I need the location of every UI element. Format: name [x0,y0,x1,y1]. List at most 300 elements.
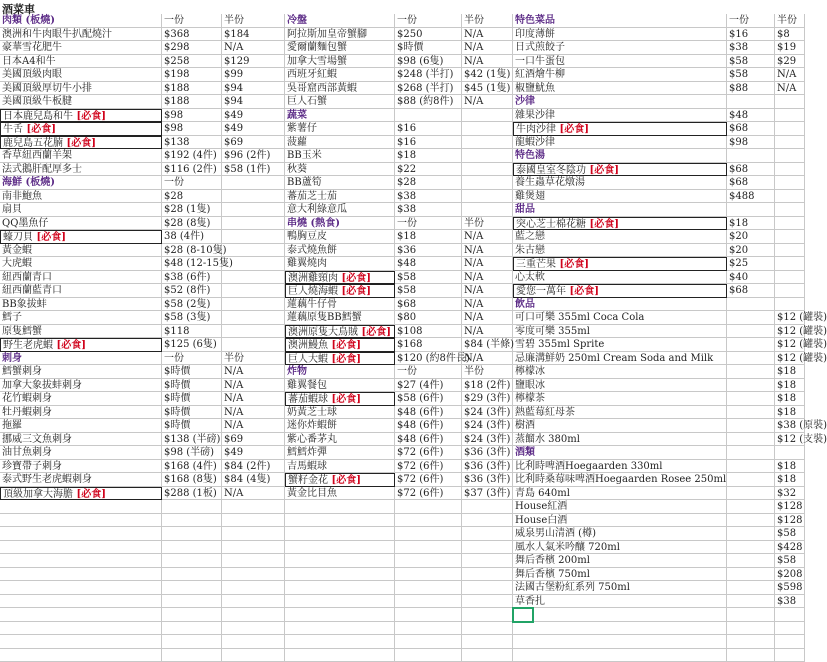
menu-item-name[interactable] [285,406,395,420]
section-header[interactable]: 冷盤 [285,14,395,28]
price-half[interactable] [222,190,285,204]
empty-cell[interactable] [462,500,513,514]
menu-item-name[interactable] [0,379,162,393]
price-full[interactable]: $88 (約8件) [395,95,462,109]
column-header-full[interactable] [727,203,775,217]
price-full[interactable]: 38 (4件) [162,230,222,244]
empty-cell[interactable] [222,581,285,595]
section-header[interactable]: 串燒 (熱食) [285,217,395,231]
empty-cell[interactable] [0,608,162,622]
empty-cell[interactable] [727,608,775,622]
empty-cell[interactable] [285,581,395,595]
section-header[interactable]: 酒類 [513,446,727,460]
price-full[interactable] [727,406,775,420]
price-half[interactable]: N/A [222,406,285,420]
section-header[interactable]: 海鮮 (板燒) [0,176,162,190]
price-half[interactable] [222,257,285,271]
price-full[interactable]: $72 (6件) [395,446,462,460]
price-full[interactable]: $時價 [395,41,462,55]
price-half[interactable]: $18 [775,460,805,474]
empty-cell[interactable] [285,514,395,528]
empty-cell[interactable] [222,635,285,649]
price-full[interactable] [727,392,775,406]
price-half[interactable]: N/A [775,68,805,82]
price-full[interactable] [727,365,775,379]
column-header-half[interactable]: 半份 [222,14,285,28]
menu-item-name[interactable] [0,95,162,109]
price-full[interactable]: $20 [727,244,775,258]
price-full[interactable] [727,581,775,595]
menu-item-name[interactable] [0,230,162,244]
price-half[interactable] [775,190,805,204]
price-full[interactable] [727,379,775,393]
price-full[interactable]: $188 [162,95,222,109]
empty-cell[interactable] [162,595,222,609]
menu-item-name[interactable] [285,28,395,42]
price-full[interactable]: $48 (6件) [395,433,462,447]
menu-item-name[interactable] [0,473,162,487]
empty-cell[interactable] [285,568,395,582]
price-half[interactable] [222,203,285,217]
empty-cell[interactable] [222,514,285,528]
menu-item-name[interactable] [285,163,395,177]
price-half[interactable]: $37 (3件) [462,487,513,501]
menu-item-name[interactable] [513,325,727,339]
price-full[interactable]: $20 [727,230,775,244]
price-half[interactable]: $58 [775,527,805,541]
menu-item-name[interactable] [0,244,162,258]
price-full[interactable]: $268 (半打) [395,82,462,96]
empty-cell[interactable] [395,500,462,514]
price-full[interactable] [727,527,775,541]
price-half[interactable]: $96 (2件) [222,149,285,163]
price-half[interactable] [462,163,513,177]
menu-item-name[interactable] [513,365,727,379]
empty-cell[interactable] [162,568,222,582]
empty-cell[interactable] [285,622,395,636]
menu-item-name[interactable] [513,190,727,204]
price-full[interactable]: $48 [395,257,462,271]
price-full[interactable]: $258 [162,55,222,69]
price-full[interactable]: $時價 [162,379,222,393]
price-half[interactable] [462,149,513,163]
price-full[interactable]: $98 [162,122,222,136]
price-half[interactable]: N/A [222,419,285,433]
price-half[interactable]: $69 [222,433,285,447]
price-full[interactable] [727,433,775,447]
price-half[interactable]: $36 (3件) [462,473,513,487]
empty-cell[interactable] [727,635,775,649]
menu-item-name[interactable] [513,541,727,555]
empty-cell[interactable] [727,622,775,636]
price-full[interactable]: $80 [395,311,462,325]
price-half[interactable] [775,122,805,136]
menu-item-name[interactable] [513,433,727,447]
price-half[interactable] [462,122,513,136]
price-half[interactable] [775,217,805,231]
menu-item-name[interactable] [513,554,727,568]
menu-item-name[interactable] [285,352,395,366]
price-half[interactable]: N/A [462,311,513,325]
price-half[interactable] [775,230,805,244]
price-full[interactable]: $68 [727,122,775,136]
price-full[interactable]: $28 (8隻) [162,217,222,231]
menu-item-name[interactable] [285,338,395,352]
menu-item-name[interactable] [0,41,162,55]
empty-cell[interactable] [285,554,395,568]
menu-item-name[interactable] [513,487,727,501]
price-full[interactable]: $68 [727,284,775,298]
price-full[interactable]: $52 (8件) [162,284,222,298]
price-half[interactable]: N/A [222,379,285,393]
price-full[interactable]: $68 [727,176,775,190]
empty-cell[interactable] [395,581,462,595]
price-full[interactable]: $248 (半打) [395,68,462,82]
price-half[interactable] [222,325,285,339]
empty-cell[interactable] [462,595,513,609]
price-half[interactable] [775,163,805,177]
active-cell-selection[interactable] [512,607,534,623]
menu-item-name[interactable] [285,230,395,244]
price-full[interactable] [727,338,775,352]
price-full[interactable]: $27 (4件) [395,379,462,393]
price-full[interactable]: $16 [395,122,462,136]
menu-item-name[interactable] [0,163,162,177]
price-full[interactable]: $18 [395,149,462,163]
price-full[interactable]: $28 [162,190,222,204]
price-full[interactable]: $38 [727,41,775,55]
price-half[interactable]: N/A [462,55,513,69]
menu-item-name[interactable] [513,257,727,271]
menu-item-name[interactable] [285,41,395,55]
empty-cell[interactable] [0,541,162,555]
price-half[interactable]: $598 [775,581,805,595]
empty-cell[interactable] [222,527,285,541]
empty-cell[interactable] [222,608,285,622]
price-full[interactable]: $16 [727,28,775,42]
menu-item-name[interactable] [513,284,727,298]
menu-item-name[interactable] [513,379,727,393]
menu-item-name[interactable] [0,149,162,163]
empty-cell[interactable] [775,649,805,662]
price-half[interactable]: $49 [222,446,285,460]
empty-cell[interactable] [285,649,395,662]
price-half[interactable] [222,298,285,312]
price-half[interactable]: $58 [775,554,805,568]
price-full[interactable]: $68 [727,163,775,177]
empty-cell[interactable] [162,622,222,636]
empty-cell[interactable] [162,500,222,514]
menu-item-name[interactable] [513,230,727,244]
price-full[interactable]: $時價 [162,365,222,379]
price-half[interactable] [462,136,513,150]
price-full[interactable] [727,419,775,433]
price-half[interactable]: $128 [775,514,805,528]
menu-item-name[interactable] [285,419,395,433]
empty-cell[interactable] [462,649,513,662]
price-full[interactable]: $138 [162,136,222,150]
column-header-half[interactable] [775,446,805,460]
price-full[interactable]: $22 [395,163,462,177]
menu-item-name[interactable] [0,109,162,123]
price-half[interactable]: $24 (3件) [462,419,513,433]
price-full[interactable]: $298 [162,41,222,55]
menu-item-name[interactable] [285,487,395,501]
price-half[interactable] [775,284,805,298]
price-full[interactable]: $250 [395,28,462,42]
menu-item-name[interactable] [285,136,395,150]
price-half[interactable]: $428 [775,541,805,555]
price-full[interactable]: $198 [162,68,222,82]
price-half[interactable] [775,176,805,190]
price-half[interactable] [775,244,805,258]
empty-cell[interactable] [0,568,162,582]
price-half[interactable] [222,311,285,325]
menu-item-name[interactable] [285,149,395,163]
menu-item-name[interactable] [513,419,727,433]
price-half[interactable]: $19 [775,41,805,55]
empty-cell[interactable] [727,649,775,662]
empty-cell[interactable] [775,622,805,636]
menu-item-name[interactable] [513,41,727,55]
menu-item-name[interactable] [0,82,162,96]
empty-cell[interactable] [0,500,162,514]
menu-item-name[interactable] [285,68,395,82]
menu-item-name[interactable] [0,298,162,312]
price-full[interactable]: $25 [727,257,775,271]
column-header-half[interactable] [462,109,513,123]
menu-item-name[interactable] [285,122,395,136]
column-header-half[interactable] [775,203,805,217]
price-half[interactable] [462,190,513,204]
column-header-full[interactable]: 一份 [162,176,222,190]
menu-item-name[interactable] [0,392,162,406]
price-full[interactable]: $28 (8-10隻) [162,244,222,258]
price-full[interactable]: $98 [727,136,775,150]
column-header-half[interactable]: 半份 [775,14,805,28]
empty-cell[interactable] [395,622,462,636]
empty-cell[interactable] [395,554,462,568]
price-half[interactable]: N/A [462,352,513,366]
menu-item-name[interactable] [0,203,162,217]
empty-cell[interactable] [0,554,162,568]
price-half[interactable]: N/A [222,487,285,501]
menu-item-name[interactable] [0,487,162,501]
price-half[interactable]: N/A [462,271,513,285]
empty-cell[interactable] [162,649,222,662]
menu-item-name[interactable] [513,406,727,420]
menu-item-name[interactable] [513,136,727,150]
empty-cell[interactable] [222,595,285,609]
price-full[interactable]: $72 (6件) [395,460,462,474]
menu-item-name[interactable] [285,257,395,271]
price-half[interactable]: N/A [462,257,513,271]
menu-item-name[interactable] [513,311,727,325]
price-half[interactable]: N/A [462,41,513,55]
column-header-half[interactable] [222,176,285,190]
empty-cell[interactable] [775,635,805,649]
price-full[interactable]: $48 (6件) [395,419,462,433]
empty-cell[interactable] [462,554,513,568]
price-full[interactable]: $48 (6件) [395,406,462,420]
menu-item-name[interactable] [513,163,727,177]
menu-item-name[interactable] [285,460,395,474]
section-header[interactable]: 蔬菜 [285,109,395,123]
menu-item-name[interactable] [285,271,395,285]
empty-cell[interactable] [0,649,162,662]
price-full[interactable]: $58 (3隻) [162,311,222,325]
column-header-full[interactable]: 一份 [727,14,775,28]
empty-cell[interactable] [0,581,162,595]
price-half[interactable] [222,271,285,285]
price-full[interactable]: $88 [727,82,775,96]
empty-cell[interactable] [162,527,222,541]
menu-item-name[interactable] [0,217,162,231]
price-half[interactable]: N/A [462,244,513,258]
section-header[interactable]: 刺身 [0,352,162,366]
price-full[interactable]: $58 [727,55,775,69]
price-half[interactable]: $129 [222,55,285,69]
price-half[interactable]: $94 [222,95,285,109]
menu-item-name[interactable] [0,325,162,339]
price-half[interactable]: N/A [462,28,513,42]
price-full[interactable]: $138 (半磅) [162,433,222,447]
price-half[interactable]: $42 (1隻) [462,68,513,82]
empty-cell[interactable] [285,635,395,649]
menu-item-name[interactable] [285,244,395,258]
price-full[interactable] [727,325,775,339]
section-header[interactable]: 肉類 (板燒) [0,14,162,28]
price-full[interactable]: $38 (6件) [162,271,222,285]
menu-item-name[interactable] [285,325,395,339]
price-half[interactable]: $18 [775,392,805,406]
price-full[interactable]: $188 [162,82,222,96]
menu-item-name[interactable] [285,311,395,325]
price-half[interactable]: $12 (罐裝) [775,311,805,325]
menu-item-name[interactable] [285,95,395,109]
price-half[interactable]: $8 [775,28,805,42]
price-half[interactable]: $36 (3件) [462,460,513,474]
column-header-half[interactable] [775,298,805,312]
menu-item-name[interactable] [513,244,727,258]
price-full[interactable]: $168 [395,338,462,352]
price-full[interactable]: $時價 [162,392,222,406]
price-half[interactable]: $94 [222,82,285,96]
price-half[interactable]: $18 [775,406,805,420]
menu-item-name[interactable] [513,500,727,514]
price-half[interactable]: N/A [222,365,285,379]
menu-item-name[interactable] [513,55,727,69]
price-full[interactable]: $28 [395,176,462,190]
empty-cell[interactable] [162,608,222,622]
price-full[interactable]: $18 [727,217,775,231]
price-full[interactable]: $108 [395,325,462,339]
empty-cell[interactable] [285,527,395,541]
menu-item-name[interactable] [513,122,727,136]
price-full[interactable]: $58 [395,284,462,298]
menu-item-name[interactable] [0,68,162,82]
price-half[interactable] [222,284,285,298]
menu-item-name[interactable] [285,433,395,447]
price-full[interactable]: $168 (4件) [162,460,222,474]
menu-item-name[interactable] [0,460,162,474]
price-full[interactable]: $36 [395,244,462,258]
empty-cell[interactable] [462,635,513,649]
empty-cell[interactable] [222,568,285,582]
price-full[interactable] [727,595,775,609]
menu-item-name[interactable] [0,190,162,204]
empty-cell[interactable] [395,568,462,582]
empty-cell[interactable] [222,541,285,555]
price-full[interactable]: $98 (半磅) [162,446,222,460]
menu-item-name[interactable] [513,68,727,82]
empty-cell[interactable] [222,554,285,568]
menu-item-name[interactable] [285,473,395,487]
section-header[interactable]: 沙律 [513,95,727,109]
column-header-full[interactable]: 一份 [395,365,462,379]
price-half[interactable]: $29 (3件) [462,392,513,406]
price-half[interactable]: $84 (4隻) [222,473,285,487]
price-full[interactable] [727,311,775,325]
price-full[interactable]: $38 [395,203,462,217]
column-header-full[interactable]: 一份 [162,352,222,366]
price-full[interactable]: $98 (6隻) [395,55,462,69]
menu-item-name[interactable] [285,190,395,204]
menu-item-name[interactable] [0,311,162,325]
menu-item-name[interactable] [0,136,162,150]
empty-cell[interactable] [395,635,462,649]
column-header-full[interactable]: 一份 [395,14,462,28]
price-half[interactable]: $128 [775,500,805,514]
price-full[interactable]: $288 (1板) [162,487,222,501]
menu-item-name[interactable] [285,203,395,217]
menu-item-name[interactable] [0,55,162,69]
column-header-full[interactable] [727,149,775,163]
price-full[interactable]: $116 (2件) [162,163,222,177]
price-full[interactable]: $58 (6件) [395,392,462,406]
empty-cell[interactable] [0,595,162,609]
menu-item-name[interactable] [0,446,162,460]
price-full[interactable]: $58 (2隻) [162,298,222,312]
price-full[interactable]: $58 [395,271,462,285]
empty-cell[interactable] [222,500,285,514]
menu-item-name[interactable] [285,82,395,96]
empty-cell[interactable] [222,622,285,636]
menu-item-name[interactable] [513,460,727,474]
price-half[interactable]: $36 (3件) [462,446,513,460]
price-full[interactable]: $72 (6件) [395,487,462,501]
column-header-half[interactable] [775,95,805,109]
price-full[interactable] [727,541,775,555]
empty-cell[interactable] [775,608,805,622]
column-header-full[interactable]: 一份 [162,14,222,28]
price-full[interactable]: $時價 [162,406,222,420]
empty-cell[interactable] [285,608,395,622]
price-half[interactable]: $24 (3件) [462,433,513,447]
price-full[interactable]: $168 (8隻) [162,473,222,487]
price-half[interactable]: $24 (3件) [462,406,513,420]
column-header-half[interactable]: 半份 [222,352,285,366]
price-half[interactable] [462,203,513,217]
price-half[interactable]: N/A [462,298,513,312]
price-half[interactable]: N/A [462,284,513,298]
empty-cell[interactable] [0,514,162,528]
price-half[interactable]: $45 (1隻) [462,82,513,96]
price-half[interactable]: $208 [775,568,805,582]
price-half[interactable] [462,176,513,190]
price-half[interactable]: N/A [222,41,285,55]
empty-cell[interactable] [513,649,727,662]
